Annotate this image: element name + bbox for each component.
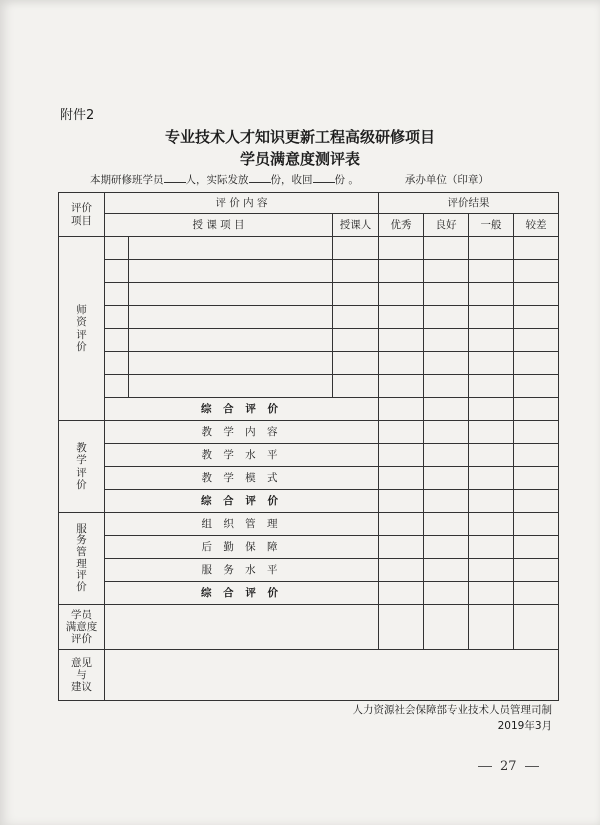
lecturer-cell[interactable] — [333, 237, 379, 260]
rating-cell[interactable] — [424, 306, 469, 329]
rating-cell[interactable] — [514, 306, 559, 329]
course-name-cell[interactable] — [129, 283, 333, 306]
teacher-row — [59, 306, 559, 329]
rating-cell[interactable] — [424, 398, 469, 421]
course-name-cell[interactable] — [129, 260, 333, 283]
host-unit-seal: 承办单位（印章） — [404, 174, 489, 186]
rating-cell[interactable] — [514, 490, 559, 513]
rating-cell[interactable] — [424, 283, 469, 306]
teacher-row — [59, 237, 559, 260]
rating-cell[interactable] — [424, 605, 469, 650]
lecturer-cell[interactable] — [333, 329, 379, 352]
rating-cell[interactable] — [469, 375, 514, 398]
rating-cell[interactable] — [514, 444, 559, 467]
rating-cell[interactable] — [379, 260, 424, 283]
course-index-cell[interactable] — [105, 283, 129, 306]
rating-cell[interactable] — [469, 398, 514, 421]
course-index-cell[interactable] — [105, 260, 129, 283]
rating-cell[interactable] — [469, 444, 514, 467]
header-category: 评价 项目 — [59, 193, 105, 237]
rating-cell[interactable] — [469, 559, 514, 582]
rating-cell[interactable] — [469, 605, 514, 650]
header-rating-average: 一般 — [469, 214, 514, 237]
rating-cell[interactable] — [424, 444, 469, 467]
teacher-row — [59, 283, 559, 306]
rating-cell[interactable] — [424, 467, 469, 490]
header-row-1 — [59, 193, 559, 214]
issued-blank[interactable] — [249, 172, 271, 183]
teacher-row — [59, 352, 559, 375]
rating-cell[interactable] — [424, 559, 469, 582]
rating-cell[interactable] — [424, 513, 469, 536]
rating-cell[interactable] — [379, 490, 424, 513]
service-evaluation-label: 服 务 管 理 评 价 — [59, 513, 105, 605]
teaching-item-level: 教 学 水 平 — [105, 444, 379, 467]
course-name-cell[interactable] — [129, 237, 333, 260]
rating-cell[interactable] — [469, 352, 514, 375]
header-content: 评 价 内 容 — [105, 193, 379, 214]
teacher-row — [59, 329, 559, 352]
service-row — [59, 559, 559, 582]
satisfaction-form-table — [58, 192, 559, 701]
teaching-evaluation-label: 教 学 评 价 — [59, 421, 105, 513]
header-rating-good: 良好 — [424, 214, 469, 237]
lecturer-cell[interactable] — [333, 260, 379, 283]
rating-cell[interactable] — [379, 536, 424, 559]
course-name-cell[interactable] — [129, 375, 333, 398]
rating-cell[interactable] — [424, 237, 469, 260]
page-number — [470, 759, 547, 774]
course-index-cell[interactable] — [105, 237, 129, 260]
returned-blank[interactable] — [313, 172, 335, 183]
rating-cell[interactable] — [469, 421, 514, 444]
issue-date: 2019年3月 — [497, 720, 552, 732]
header-course: 授 课 项 目 — [105, 214, 333, 237]
rating-cell[interactable] — [514, 559, 559, 582]
teaching-row — [59, 421, 559, 444]
rating-cell[interactable] — [379, 237, 424, 260]
rating-cell[interactable] — [469, 260, 514, 283]
rating-cell[interactable] — [514, 421, 559, 444]
rating-cell[interactable] — [469, 490, 514, 513]
rating-cell[interactable] — [379, 559, 424, 582]
teaching-row — [59, 467, 559, 490]
teaching-summary-label: 综 合 评 价 — [105, 490, 379, 513]
rating-cell[interactable] — [514, 398, 559, 421]
opinion-row — [59, 650, 559, 701]
lecturer-cell[interactable] — [333, 306, 379, 329]
opinion-input-cell[interactable] — [105, 650, 559, 701]
teacher-row — [59, 260, 559, 283]
rating-cell[interactable] — [379, 467, 424, 490]
course-name-cell[interactable] — [129, 352, 333, 375]
service-item-logistics: 后 勤 保 障 — [105, 536, 379, 559]
rating-cell[interactable] — [379, 329, 424, 352]
lecturer-cell[interactable] — [333, 375, 379, 398]
teaching-row — [59, 444, 559, 467]
service-item-organization: 组 织 管 理 — [105, 513, 379, 536]
service-summary-label: 综 合 评 价 — [105, 582, 379, 605]
rating-cell[interactable] — [424, 421, 469, 444]
satisfaction-label: 学员 满意度 评价 — [59, 605, 105, 650]
document-title-line2: 学员满意度测评表 — [239, 150, 360, 168]
rating-cell[interactable] — [379, 444, 424, 467]
page-number-value: 27 — [500, 759, 517, 774]
rating-cell[interactable] — [514, 513, 559, 536]
course-index-cell[interactable] — [105, 306, 129, 329]
rating-cell[interactable] — [379, 605, 424, 650]
course-index-cell[interactable] — [105, 352, 129, 375]
teacher-row — [59, 375, 559, 398]
rating-cell[interactable] — [379, 375, 424, 398]
rating-cell[interactable] — [514, 283, 559, 306]
teacher-summary-label: 综 合 评 价 — [105, 398, 379, 421]
rating-cell[interactable] — [424, 260, 469, 283]
header-rating-poor: 较差 — [514, 214, 559, 237]
rating-cell[interactable] — [514, 536, 559, 559]
info-line — [90, 172, 489, 187]
course-name-cell[interactable] — [129, 306, 333, 329]
attachment-label: 附件2 — [60, 108, 95, 123]
teaching-item-content: 教 学 内 容 — [105, 421, 379, 444]
rating-cell[interactable] — [469, 329, 514, 352]
lecturer-cell[interactable] — [333, 352, 379, 375]
info-copies-label: 份 。 — [334, 174, 359, 186]
rating-cell[interactable] — [424, 536, 469, 559]
teaching-summary-row — [59, 490, 559, 513]
info-students-label: 本期研修班学员 — [90, 174, 164, 186]
teacher-evaluation-label: 师 资 评 价 — [59, 237, 105, 421]
rating-cell[interactable] — [514, 260, 559, 283]
rating-cell[interactable] — [379, 582, 424, 605]
header-row-2 — [59, 214, 559, 237]
rating-cell[interactable] — [379, 421, 424, 444]
rating-cell[interactable] — [469, 283, 514, 306]
issuer: 人力资源社会保障部专业技术人员管理司制 — [352, 704, 552, 716]
rating-cell[interactable] — [469, 237, 514, 260]
rating-cell[interactable] — [469, 513, 514, 536]
opinion-label: 意见 与 建议 — [59, 650, 105, 701]
rating-cell[interactable] — [469, 306, 514, 329]
course-name-cell[interactable] — [129, 329, 333, 352]
header-result: 评价结果 — [379, 193, 559, 214]
service-row — [59, 536, 559, 559]
rating-cell[interactable] — [514, 352, 559, 375]
course-index-cell[interactable] — [105, 329, 129, 352]
rating-cell[interactable] — [379, 352, 424, 375]
info-returned-label: 份，收回 — [270, 174, 313, 186]
rating-cell[interactable] — [424, 375, 469, 398]
rating-cell[interactable] — [514, 237, 559, 260]
rating-cell[interactable] — [514, 605, 559, 650]
rating-cell[interactable] — [469, 536, 514, 559]
rating-cell[interactable] — [379, 513, 424, 536]
rating-cell[interactable] — [424, 329, 469, 352]
teacher-summary-row — [59, 398, 559, 421]
rating-cell[interactable] — [514, 582, 559, 605]
service-row — [59, 513, 559, 536]
rating-cell[interactable] — [514, 375, 559, 398]
rating-cell[interactable] — [424, 352, 469, 375]
service-summary-row — [59, 582, 559, 605]
course-index-cell[interactable] — [105, 375, 129, 398]
students-blank[interactable] — [164, 172, 186, 183]
header-lecturer: 授课人 — [333, 214, 379, 237]
rating-cell[interactable] — [469, 582, 514, 605]
document-title-line1: 专业技术人才知识更新工程高级研修项目 — [164, 128, 435, 146]
page-number-dash-left — [478, 766, 492, 767]
teaching-item-mode: 教 学 模 式 — [105, 467, 379, 490]
rating-cell[interactable] — [379, 306, 424, 329]
rating-cell[interactable] — [379, 283, 424, 306]
rating-cell[interactable] — [469, 467, 514, 490]
rating-cell[interactable] — [514, 329, 559, 352]
rating-cell[interactable] — [424, 582, 469, 605]
satisfaction-row — [59, 605, 559, 650]
info-issued-label: 人，实际发放 — [185, 174, 249, 186]
rating-cell[interactable] — [514, 467, 559, 490]
rating-cell[interactable] — [379, 398, 424, 421]
satisfaction-content-cell[interactable] — [105, 605, 379, 650]
lecturer-cell[interactable] — [333, 283, 379, 306]
header-rating-excellent: 优秀 — [379, 214, 424, 237]
page-number-dash-right — [525, 766, 539, 767]
rating-cell[interactable] — [424, 490, 469, 513]
service-item-level: 服 务 水 平 — [105, 559, 379, 582]
